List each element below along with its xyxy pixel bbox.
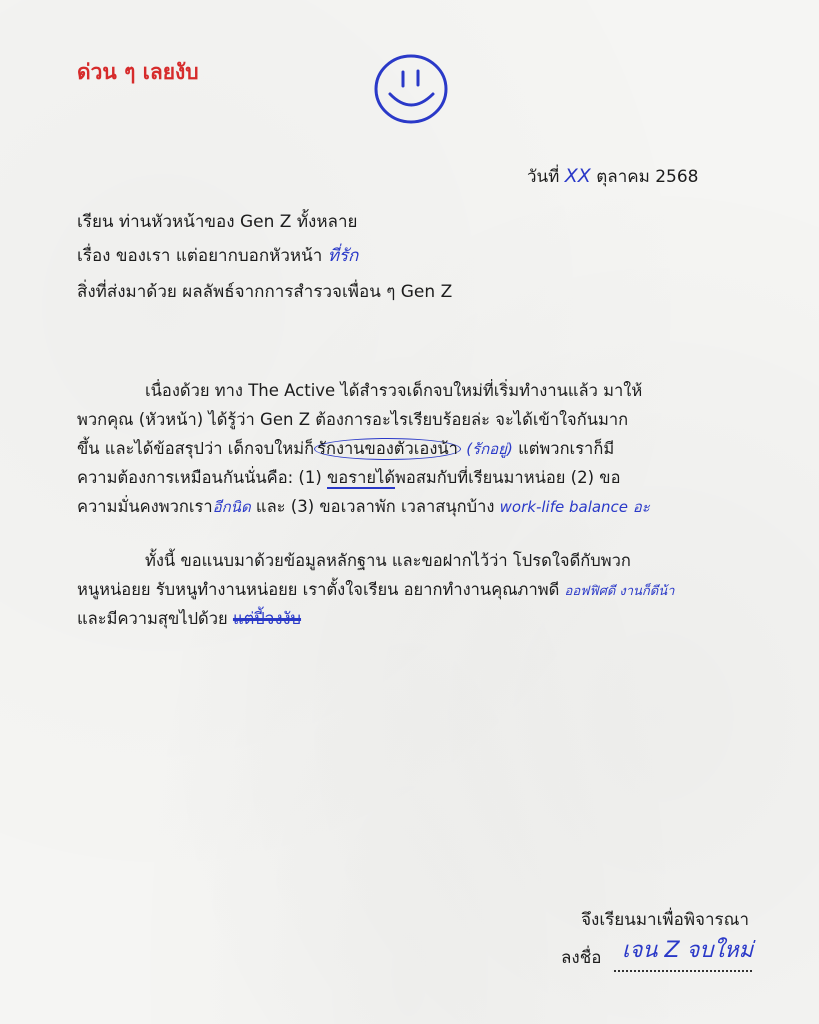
subject-hand-note: ที่รัก — [327, 246, 359, 266]
closing-line: จึงเรียนมาเพื่อพิจารณา — [581, 910, 749, 930]
scribbled-out-text: แต่ปี้จงงับ — [232, 609, 302, 628]
p2-line-3a: และมีความสุขไปด้วย — [77, 609, 233, 628]
circled-word: รักงานของตัวเองน้า — [314, 438, 461, 460]
p1-line-4 — [77, 463, 737, 492]
p2-line-1: ทั้งนี้ ขอแนบมาด้วยข้อมูลหลักฐาน และขอฝากไว้ว่า โปรดใจดีกับพวก — [145, 551, 631, 570]
date-day: XX — [564, 165, 591, 187]
p1-line-3a: ขึ้น และได้ข้อสรุปว่า เด็กจบใหม่ก็ — [77, 439, 315, 458]
smiley-face-icon — [372, 52, 450, 126]
date-prefix: วันที่ — [527, 167, 560, 187]
paragraph-1 — [77, 376, 737, 521]
to-line: เรียน ท่านหัวหน้าของ Gen Z ทั้งหลาย — [77, 212, 358, 232]
attachment-line: สิ่งที่ส่งมาด้วย ผลลัพธ์จากการสำรวจเพื่อน ๆ Gen Z — [77, 282, 453, 302]
p1-line-5 — [77, 492, 737, 521]
urgent-heading: ด่วน ๆ เลยงับ — [77, 60, 199, 84]
subject-text: เรื่อง ของเรา แต่อยากบอกหัวหน้า — [77, 246, 323, 266]
p1-hand-note-1: (รักอยู่) — [466, 440, 513, 458]
date-line — [527, 163, 698, 190]
subject-line — [77, 242, 358, 269]
p1-line-4c: พอสมกับที่เรียนมาหน่อย (2) ขอ — [395, 468, 621, 487]
date-month-year: ตุลาคม 2568 — [596, 167, 699, 187]
p2-hand-note: ออฟฟิศดี งานก็ดีน้า — [564, 584, 675, 599]
p1-hand-note-2: อีกนิด — [212, 498, 251, 516]
p1-line-4a: ความต้องการเหมือนกันนั่นคือ: (1) — [77, 468, 328, 487]
p1-line-1: เนื่องด้วย ทาง The Active ได้สำรวจเด็กจบใหม่ที่เริ่มทำงานแล้ว มาให้ — [145, 381, 643, 400]
p1-line-3c: แต่พวกเราก็มี — [518, 439, 615, 458]
signature-label: ลงชื่อ — [561, 948, 602, 968]
p1-line-5a: ความมั่นคงพวกเรา — [77, 497, 213, 516]
p1-line-2: พวกคุณ (หัวหน้า) ได้รู้ว่า Gen Z ต้องการอะไรเรียบร้อยล่ะ จะได้เข้าใจกันมาก — [77, 410, 629, 429]
p1-line-5b: และ (3) ขอเวลาพัก เวลาสนุกบ้าง — [250, 497, 500, 516]
paragraph-2 — [77, 546, 737, 633]
signature-name: เจน Z จบใหม่ — [622, 938, 754, 963]
p2-line-2a: หนูหน่อยย รับหนูทำงานหน่อยย เราตั้งใจเรียน อยากทำงานคุณภาพดี — [77, 580, 565, 599]
underlined-income: ขอรายได้ — [327, 468, 396, 487]
p1-line-3 — [77, 434, 737, 463]
p1-hand-note-3: work-life balance อะ — [499, 498, 650, 516]
p2-line-2 — [77, 575, 737, 604]
p2-line-3 — [77, 604, 737, 633]
